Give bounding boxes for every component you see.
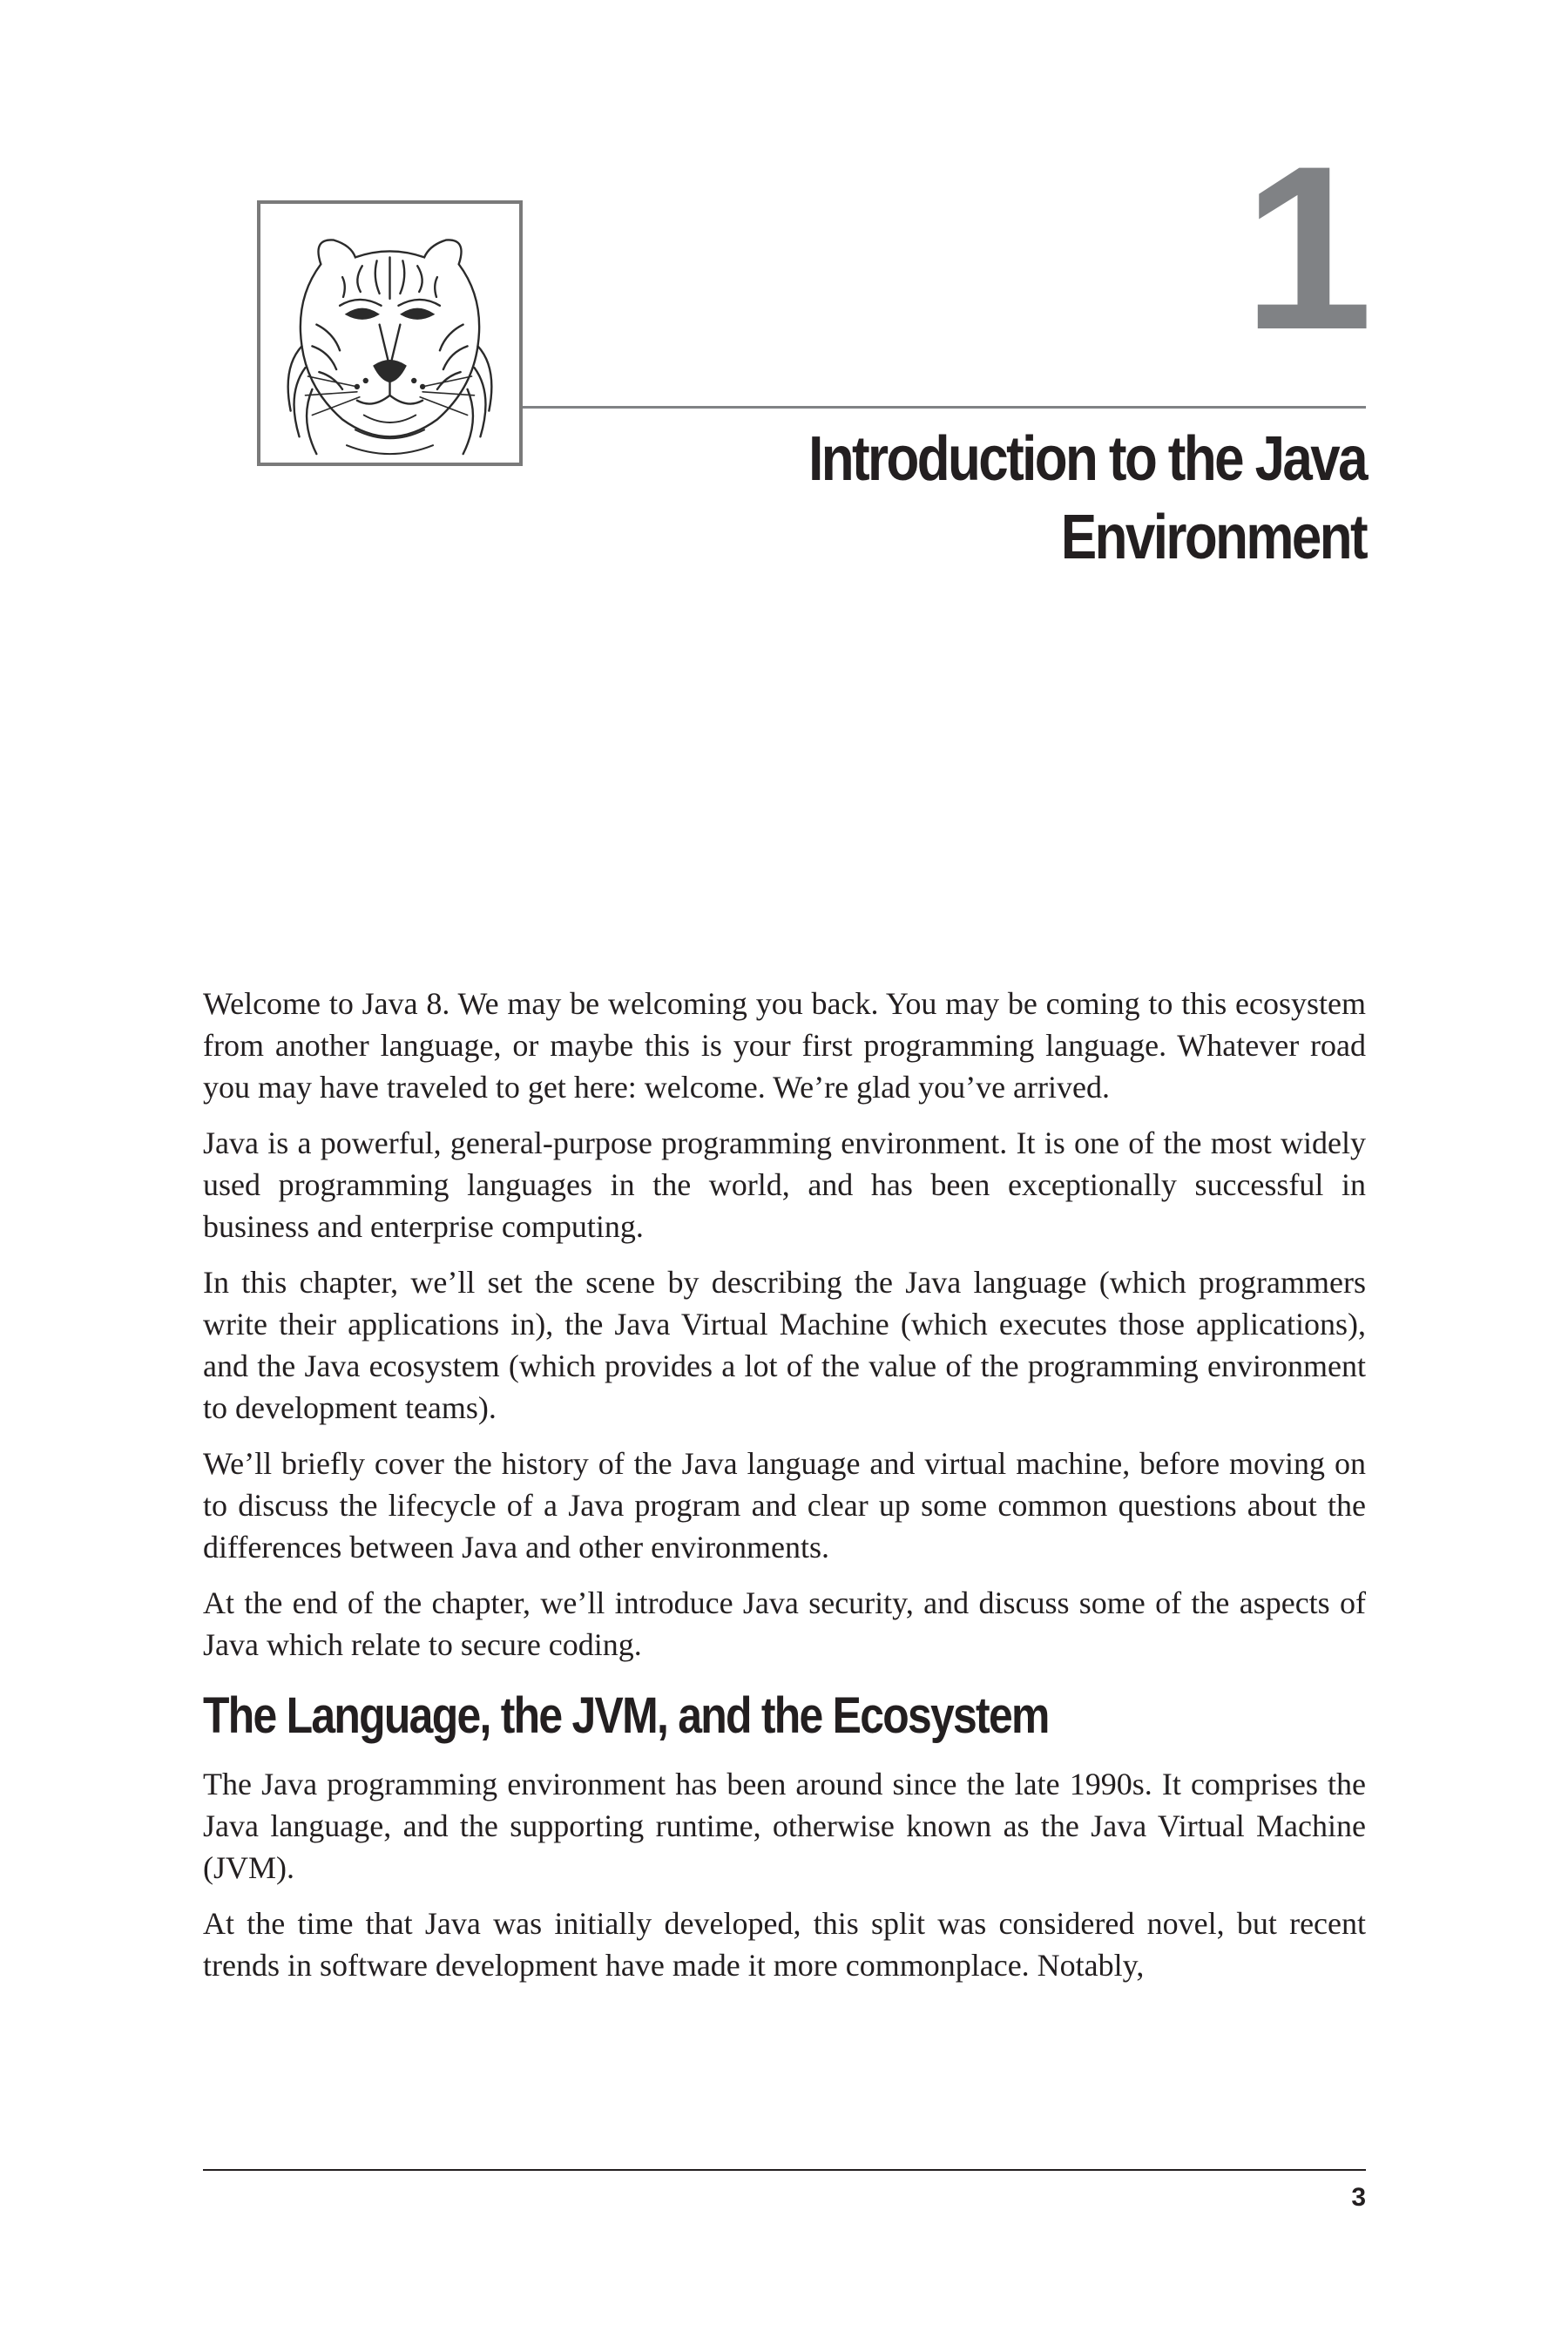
- paragraph-welcome: Welcome to Java 8. We may be welcoming you back. You may be coming to this ecosystem from another language, or maybe this is your first programming language. Whatever road you may have traveled to get here: welcome. We’re glad you’ve arrived.: [203, 986, 1366, 1105]
- chapter-title-line-1: Introduction to the Java: [808, 424, 1366, 494]
- tiger-illustration: [260, 204, 519, 463]
- section-heading: The Language, the JVM, and the Ecosystem: [203, 1687, 1049, 1744]
- chapter-tiger-image: [257, 200, 523, 466]
- paragraph-split: At the time that Java was initially developed, this split was considered novel, but recent trends in software development have made it more commonplace. Notably,: [203, 1906, 1366, 1983]
- footer-rule: [203, 2169, 1366, 2171]
- chapter-title: [692, 420, 1366, 577]
- body-text: [203, 983, 1366, 2000]
- paragraph-chapter-scene: In this chapter, we’ll set the scene by describing the Java language (which programmers write their applications in), the Java Virtual Machine (which executes those applications), and the Java ecosystem (which provides a lot of the value of the programming environment to development teams).: [203, 1265, 1366, 1425]
- paragraph-java-overview: Java is a powerful, general-purpose programming environment. It is one of the most widely used programming languages in the world, and has been exceptionally successful in business and enterprise computing.: [203, 1125, 1366, 1244]
- paragraph-security: At the end of the chapter, we’ll introduce Java security, and discuss some of the aspects of Java which relate to secure coding.: [203, 1585, 1366, 1662]
- page-number: 3: [1351, 2183, 1366, 2212]
- chapter-number: 1: [1242, 117, 1368, 378]
- paragraph-history: We’ll briefly cover the history of the Java language and virtual machine, before moving on to discuss the lifecycle of a Java program and clear up some common questions about the differences between Java and other environments.: [203, 1446, 1366, 1565]
- chapter-title-line-2: Environment: [1060, 503, 1366, 572]
- chapter-rule: [523, 406, 1366, 409]
- paragraph-environment: The Java programming environment has been around since the late 1990s. It comprises the Java language, and the supporting runtime, otherwise known as the Java Virtual Machine (JVM).: [203, 1767, 1366, 1885]
